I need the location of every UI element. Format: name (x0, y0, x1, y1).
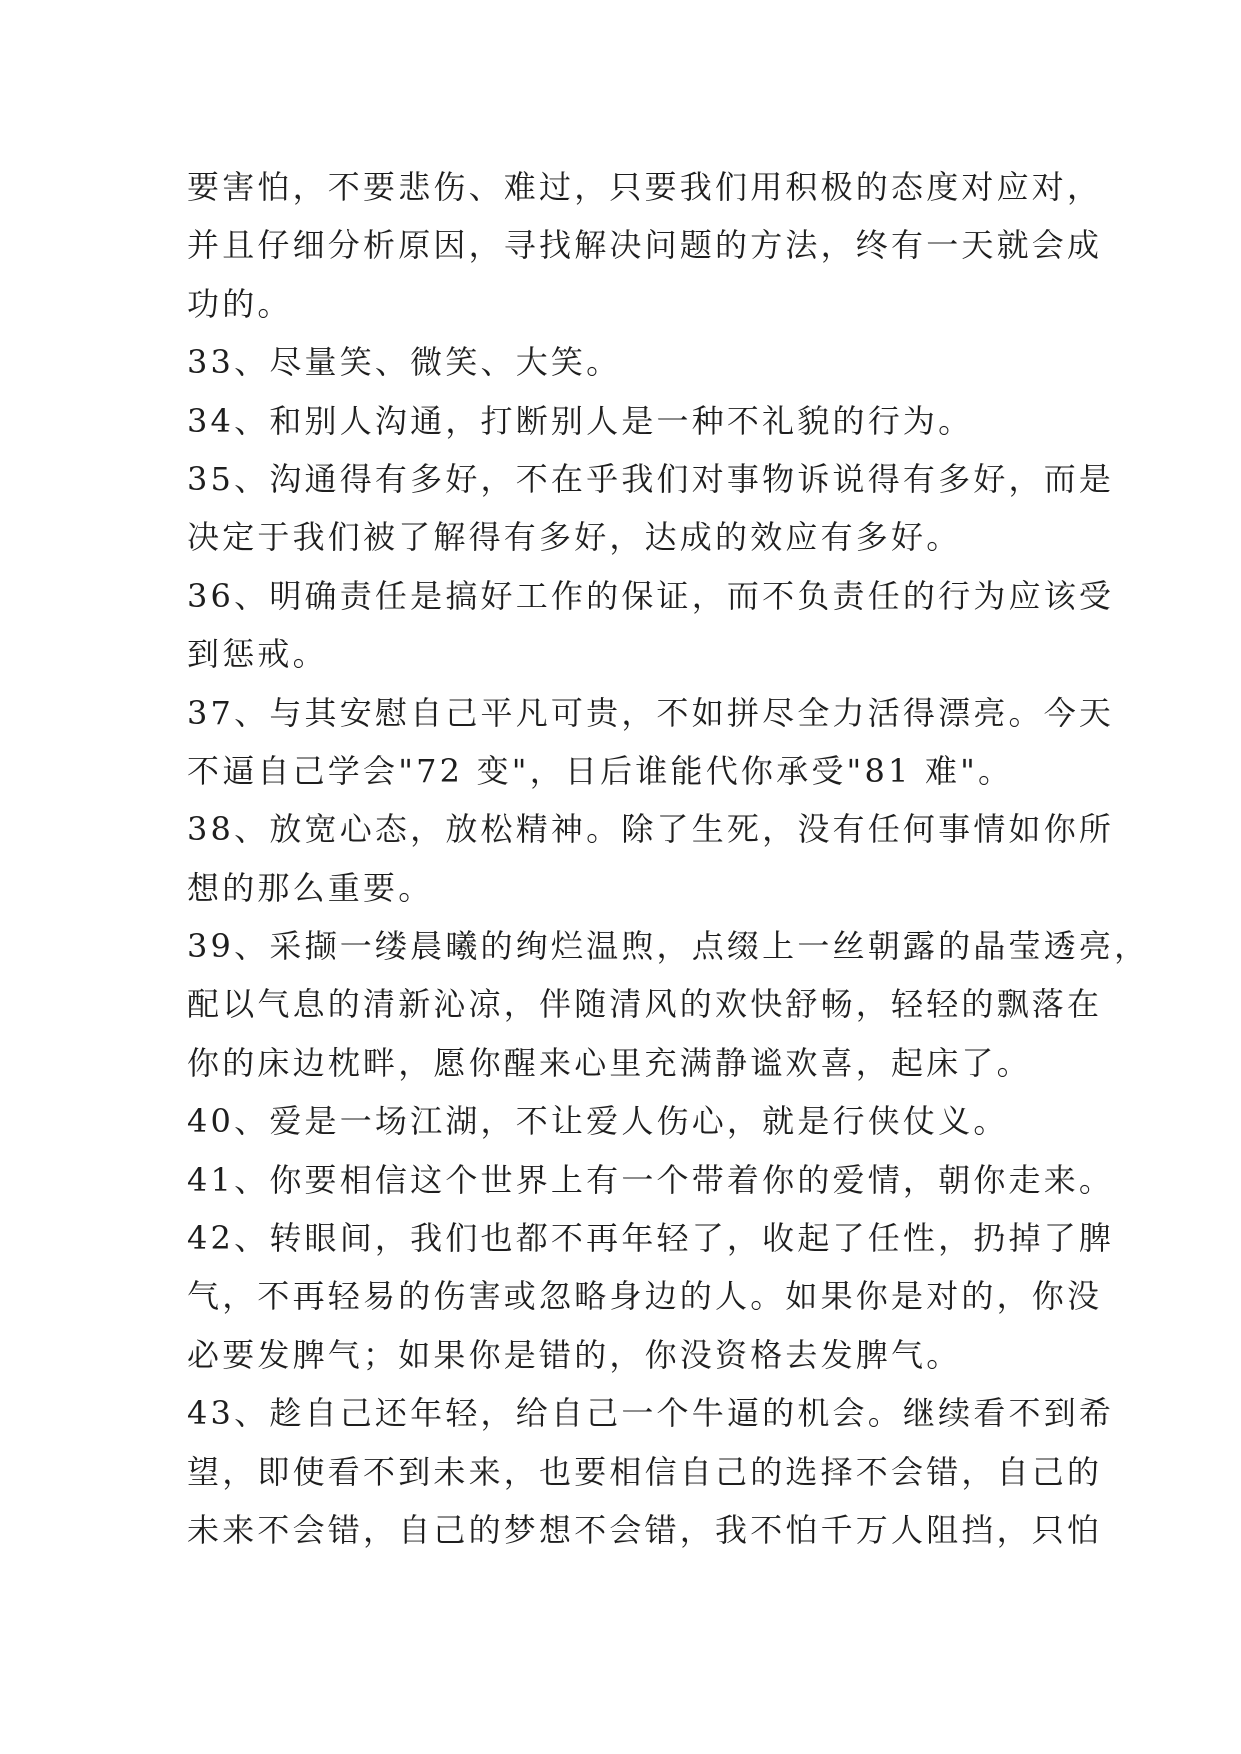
text-line: 38、放宽心态，放松精神。除了生死，没有任何事情如你所 (187, 810, 1115, 849)
text-line: 到惩戒。 (187, 635, 328, 674)
text-line: 40、爱是一场江湖，不让爱人伤心，就是行侠仗义。 (187, 1102, 1009, 1141)
text-line: 36、明确责任是搞好工作的保证，而不负责任的行为应该受 (187, 576, 1115, 615)
text-line: 配以气息的清新沁凉，伴随清风的欢快舒畅，轻轻的飘落在 (187, 985, 1103, 1024)
text-line: 37、与其安慰自己平凡可贵，不如拼尽全力活得漂亮。今天 (187, 693, 1115, 732)
text-line: 必要发脾气；如果你是错的，你没资格去发脾气。 (187, 1335, 962, 1374)
text-line: 34、和别人沟通，打断别人是一种不礼貌的行为。 (187, 401, 974, 440)
text-line: 并且仔细分析原因，寻找解决问题的方法，终有一天就会成 (187, 226, 1103, 265)
text-line: 决定于我们被了解得有多好，达成的效应有多好。 (187, 518, 962, 557)
text-line: 未来不会错，自己的梦想不会错，我不怕千万人阻挡，只怕 (187, 1510, 1103, 1549)
text-line: 33、尽量笑、微笑、大笑。 (187, 343, 622, 382)
text-line: 35、沟通得有多好，不在乎我们对事物诉说得有多好，而是 (187, 459, 1115, 498)
text-line: 气，不再轻易的伤害或忽略身边的人。如果你是对的，你没 (187, 1277, 1103, 1316)
text-line: 43、趁自己还年轻，给自己一个牛逼的机会。继续看不到希 (187, 1394, 1115, 1433)
text-line: 想的那么重要。 (187, 868, 434, 907)
text-line: 39、采撷一缕晨曦的绚烂温煦，点缀上一丝朝露的晶莹透亮， (187, 927, 1150, 966)
text-line: 不逼自己学会"72 变"，日后谁能代你承受"81 难"。 (187, 751, 1014, 790)
text-line: 42、转眼间，我们也都不再年轻了，收起了任性，扔掉了脾 (187, 1219, 1115, 1258)
text-line: 望，即使看不到未来，也要相信自己的选择不会错，自己的 (187, 1452, 1103, 1491)
document-body (187, 158, 1150, 1559)
text-line: 41、你要相信这个世界上有一个带着你的爱情，朝你走来。 (187, 1160, 1115, 1199)
text-line: 功的。 (187, 284, 293, 323)
text-line: 要害怕，不要悲伤、难过，只要我们用积极的态度对应对， (187, 168, 1103, 206)
text-line: 你的床边枕畔，愿你醒来心里充满静谧欢喜，起床了。 (187, 1043, 1032, 1082)
